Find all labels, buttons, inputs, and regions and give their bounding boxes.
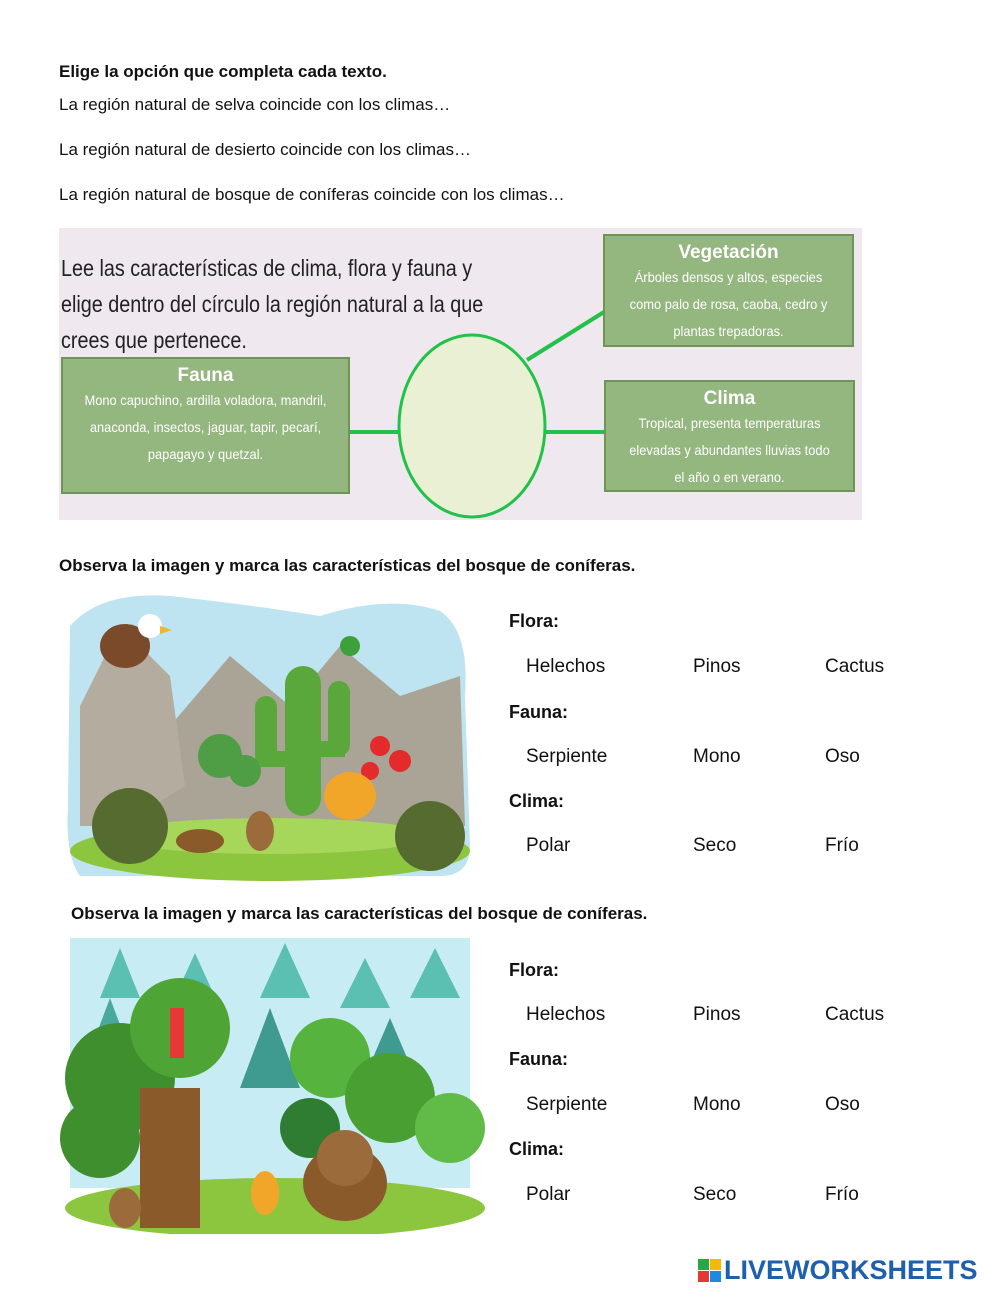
clima-title: Clima bbox=[703, 388, 756, 409]
section2-clima-option-seco[interactable]: Seco bbox=[693, 1184, 737, 1205]
section1-flora-option-pinos[interactable]: Pinos bbox=[693, 656, 741, 677]
question-line-selva: La región natural de selva coincide con los climas… bbox=[59, 95, 451, 114]
section1-fauna-option-mono[interactable]: Mono bbox=[693, 746, 741, 767]
question-line-coniferas: La región natural de bosque de coníferas coincide con los climas… bbox=[59, 185, 565, 204]
section2-fauna-label: Fauna: bbox=[509, 1049, 569, 1069]
section2-fauna-option-mono[interactable]: Mono bbox=[693, 1094, 741, 1115]
section2-flora-option-helechos[interactable]: Helechos bbox=[526, 1004, 606, 1025]
clima-box bbox=[604, 380, 855, 492]
question-line-desierto: La región natural de desierto coincide con los climas… bbox=[59, 140, 472, 159]
section1-title: Observa la imagen y marca las características del bosque de coníferas. bbox=[59, 556, 636, 575]
clima-text: Tropical, presenta temperaturas elevadas y abundantes lluvias todo el año o en verano. bbox=[629, 415, 830, 485]
section2-flora-label: Flora: bbox=[509, 960, 560, 980]
section1-fauna-option-oso[interactable]: Oso bbox=[825, 746, 860, 767]
section1-flora-option-cactus[interactable]: Cactus bbox=[825, 656, 885, 677]
section1-clima-option-frio[interactable]: Frío bbox=[825, 835, 859, 856]
fauna-box bbox=[61, 357, 350, 494]
section1-fauna-label: Fauna: bbox=[509, 702, 569, 722]
liveworksheets-wordmark: LIVEWORKSHEETS bbox=[724, 1255, 978, 1285]
instruction-title: Elige la opción que completa cada texto. bbox=[59, 62, 387, 81]
connector-vegetacion bbox=[527, 312, 604, 360]
section2-flora-option-cactus[interactable]: Cactus bbox=[825, 1004, 885, 1025]
section1-fauna-option-serpiente[interactable]: Serpiente bbox=[526, 746, 608, 767]
section1-flora-option-helechos[interactable]: Helechos bbox=[526, 656, 606, 677]
section2-clima-option-frio[interactable]: Frío bbox=[825, 1184, 859, 1205]
section1-clima-option-polar[interactable]: Polar bbox=[526, 835, 571, 856]
section1-clima-label: Clima: bbox=[509, 791, 565, 811]
region-diagram bbox=[59, 228, 862, 520]
section2-clima-option-polar[interactable]: Polar bbox=[526, 1184, 571, 1205]
section2-fauna-option-oso[interactable]: Oso bbox=[825, 1094, 860, 1115]
vegetacion-title: Vegetación bbox=[678, 242, 779, 263]
forest-illustration bbox=[60, 938, 490, 1234]
answer-circle[interactable] bbox=[399, 335, 545, 517]
desert-illustration bbox=[60, 586, 475, 884]
section1-clima-option-seco[interactable]: Seco bbox=[693, 835, 737, 856]
section1-flora-label: Flora: bbox=[509, 611, 560, 631]
fauna-title: Fauna bbox=[177, 365, 234, 386]
fauna-text: Mono capuchino, ardilla voladora, mandril, anaconda, insectos, jaguar, tapir, pecarí, papagayo y quetzal. bbox=[84, 392, 327, 462]
liveworksheets-icon bbox=[698, 1259, 722, 1283]
section2-fauna-option-serpiente[interactable]: Serpiente bbox=[526, 1094, 608, 1115]
diagram-instruction: Lee las características de clima, flora y fauna y elige dentro del círculo la región natural a la que crees que pertenece. bbox=[61, 255, 484, 353]
vegetacion-box bbox=[603, 234, 854, 347]
liveworksheets-logo bbox=[698, 1255, 990, 1285]
section2-clima-label: Clima: bbox=[509, 1139, 565, 1159]
section2-flora-option-pinos[interactable]: Pinos bbox=[693, 1004, 741, 1025]
section2-title: Observa la imagen y marca las características del bosque de coníferas. bbox=[71, 904, 648, 923]
vegetacion-text: Árboles densos y altos, especies como palo de rosa, caoba, cedro y plantas trepadoras. bbox=[629, 269, 828, 339]
